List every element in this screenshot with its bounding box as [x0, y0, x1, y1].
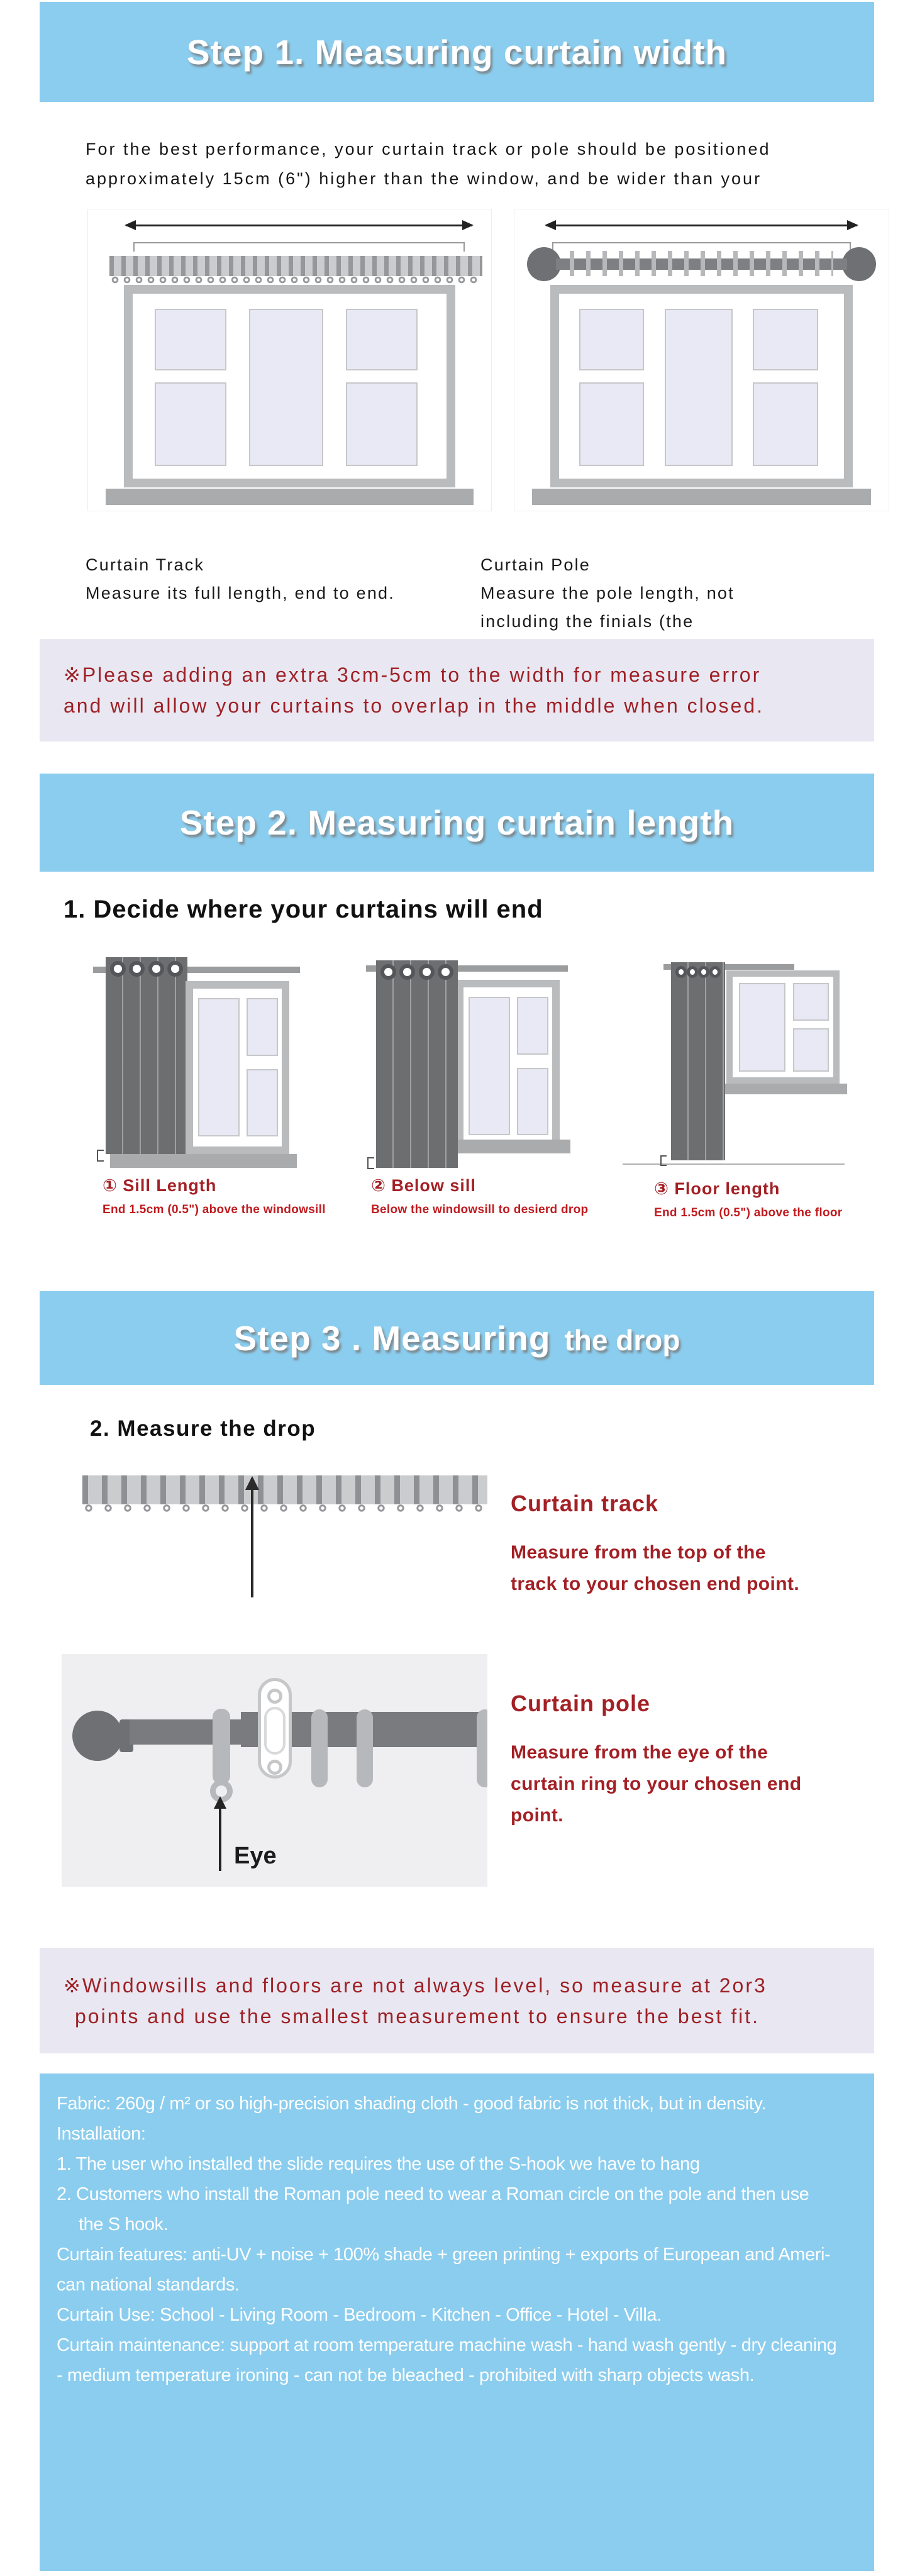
- window-pane: [247, 998, 279, 1056]
- step1-title: Step 1. Measuring curtain width: [186, 32, 728, 72]
- curtain-track-rings: [82, 1504, 487, 1514]
- window-pane: [155, 309, 226, 370]
- window-pane: [793, 983, 829, 1021]
- window-pane: [346, 382, 418, 466]
- window-pane: [793, 1028, 829, 1072]
- window: [456, 980, 560, 1153]
- pole-instructions-title: Curtain pole: [511, 1690, 651, 1716]
- windowsill: [532, 489, 871, 505]
- up-arrow-icon: [251, 1478, 253, 1597]
- grommet-icon: [167, 961, 183, 977]
- pole-caption: [480, 551, 735, 636]
- grommet-row: [110, 961, 183, 977]
- below-sill-diagram: [333, 937, 623, 1226]
- curtain-ring: [311, 1709, 328, 1787]
- grommet-icon: [675, 966, 687, 978]
- window-pane: [517, 997, 549, 1055]
- info-line: the S hook.: [79, 2214, 169, 2235]
- grommet-icon: [698, 966, 709, 978]
- curtain-pole-rings: [570, 251, 833, 276]
- info-line: Installation:: [57, 2124, 146, 2144]
- option-desc: End 1.5cm (0.5") above the floor: [654, 1206, 843, 1219]
- step1-intro-line2: approximately 15cm (6") higher than the window, and be wider than your: [86, 169, 762, 188]
- track-caption-line: Measure its full length, end to end.: [86, 584, 395, 602]
- note-line: ※Windowsills and floors are not always level, so measure at 2or3: [64, 1974, 767, 1997]
- curtain-ring: [213, 1709, 230, 1784]
- window: [550, 285, 853, 487]
- step3-title-main: Step 3 . Measuring: [233, 1318, 551, 1358]
- window-pane: [579, 382, 645, 466]
- curtain: [106, 957, 187, 1154]
- option-label: ① Sill Length: [103, 1176, 217, 1195]
- step1-captions: [86, 551, 878, 636]
- floor-length-diagram: [623, 937, 887, 1226]
- curtain-track-bar: [109, 256, 482, 276]
- grommet-icon: [709, 966, 721, 978]
- window-pane: [579, 309, 645, 370]
- width-arrow-icon: [126, 225, 472, 226]
- curtain-track-rings: [109, 276, 482, 285]
- track-caption-title: Curtain Track: [86, 555, 205, 574]
- track-caption: [86, 551, 480, 636]
- step2-title: Step 2. Measuring curtain length: [179, 803, 735, 842]
- track-instructions-title: Curtain track: [511, 1491, 659, 1516]
- info-line: Fabric: 260g / m² or so high-precision shading cloth - good fabric is not thick, but in density.: [57, 2094, 767, 2114]
- window-pane: [753, 309, 818, 370]
- grommet-row: [380, 964, 453, 980]
- curtain-track-diagram: [87, 209, 492, 511]
- track-instructions-line: track to your chosen end point.: [511, 1574, 800, 1594]
- measure-mark: [660, 1155, 667, 1166]
- grommet-icon: [129, 961, 145, 977]
- window-pane: [249, 309, 324, 467]
- step1-banner: [40, 2, 874, 102]
- windowsill: [106, 489, 474, 505]
- option-label: ③ Floor length: [654, 1179, 780, 1198]
- window: [726, 970, 840, 1084]
- grommet-icon: [399, 964, 415, 980]
- note-line: and will allow your curtains to overlap in the middle when closed.: [64, 694, 765, 717]
- option-desc: Below the windowsill to desierd drop: [371, 1203, 589, 1216]
- step1-intro-line1: For the best performance, your curtain track or pole should be positioned: [86, 140, 771, 158]
- window: [186, 981, 289, 1154]
- option-caption: [371, 1176, 588, 1217]
- step3-banner: [40, 1291, 874, 1385]
- curtain: [376, 960, 458, 1168]
- grommet-icon: [419, 964, 435, 980]
- curtain: [671, 962, 725, 1160]
- pole-instructions-line: Measure from the eye of the: [511, 1742, 769, 1763]
- step2-heading: 1. Decide where your curtains will end: [64, 896, 543, 923]
- step3-heading: 2. Measure the drop: [90, 1416, 316, 1441]
- grommet-icon: [687, 966, 698, 978]
- measure-mark: [97, 1150, 104, 1162]
- sill-length-diagram: [49, 937, 333, 1226]
- curtain-pole-diagram: [514, 209, 889, 511]
- width-note-box: [40, 639, 874, 741]
- bracket-screw-icon: [267, 1689, 282, 1704]
- option-caption: [654, 1179, 842, 1220]
- width-arrow-icon: [546, 225, 857, 226]
- info-line: - medium temperature ironing - can not be bleached - prohibited with sharp objects wash.: [57, 2365, 755, 2385]
- pole-instructions-line: curtain ring to your chosen end: [511, 1774, 802, 1794]
- note-line: points and use the smallest measurement to ensure the best fit.: [75, 2005, 760, 2028]
- window-pane: [155, 382, 226, 466]
- info-line: Curtain features: anti-UV + noise + 100% shade + green printing + exports of European and Ameri-: [57, 2245, 831, 2265]
- pole-caption-line: including the finials (the: [480, 612, 694, 631]
- option-caption: [103, 1176, 326, 1217]
- note-line: ※Please adding an extra 3cm-5cm to the width for measure error: [64, 663, 762, 686]
- track-instructions: [511, 1491, 799, 1600]
- info-line: 2. Customers who install the Roman pole need to wear a Roman circle on the pole and then use: [57, 2184, 809, 2204]
- info-line: Curtain Use: School - Living Room - Bedroom - Kitchen - Office - Hotel - Villa.: [57, 2305, 662, 2325]
- bracket-screw-icon: [267, 1760, 282, 1775]
- bracket-slot: [264, 1707, 286, 1755]
- window: [124, 285, 455, 487]
- curtain-ring: [357, 1709, 373, 1787]
- pole-caption-title: Curtain Pole: [480, 555, 591, 574]
- curtain-pole-illustration: [62, 1654, 487, 1887]
- dimension-bracket: [552, 242, 851, 252]
- pole-finial: [842, 247, 876, 281]
- step1-intro: [86, 135, 770, 194]
- info-line: 1. The user who installed the slide requires the use of the S-hook we have to hang: [57, 2154, 700, 2174]
- step3-title: [234, 1318, 680, 1358]
- info-line: can national standards.: [57, 2275, 240, 2295]
- level-note-box: [40, 1948, 874, 2053]
- floor-line: [623, 1163, 845, 1165]
- pole-finial: [72, 1711, 123, 1761]
- track-instructions-line: Measure from the top of the: [511, 1542, 766, 1563]
- pole-instructions-line: point.: [511, 1805, 564, 1826]
- grommet-icon: [110, 961, 126, 977]
- curtain-track-bar: [82, 1475, 487, 1504]
- window-pane: [247, 1069, 279, 1136]
- option-desc: End 1.5cm (0.5") above the windowsill: [103, 1203, 326, 1216]
- window-pane: [517, 1068, 549, 1135]
- grommet-icon: [380, 964, 396, 980]
- window-pane: [198, 998, 240, 1136]
- measure-mark: [367, 1157, 374, 1169]
- grommet-row: [675, 966, 721, 978]
- eye-label: Eye: [234, 1843, 277, 1869]
- window-pane: [665, 309, 733, 467]
- product-info-section: [40, 2074, 874, 2571]
- option-label: ② Below sill: [371, 1176, 476, 1195]
- step2-banner: [40, 774, 874, 872]
- window-pane: [739, 983, 785, 1072]
- pole-caption-line: Measure the pole length, not: [480, 584, 735, 602]
- eye-arrow-icon: [219, 1808, 221, 1871]
- grommet-icon: [148, 961, 164, 977]
- curtain-track-illustration: [82, 1475, 487, 1609]
- curtain-ring: [477, 1709, 487, 1787]
- dimension-bracket: [133, 242, 465, 252]
- window-pane: [753, 382, 818, 466]
- info-line: Curtain maintenance: support at room temperature machine wash - hand wash gently - dry cleaning: [57, 2335, 837, 2355]
- step3-title-sub: the drop: [564, 1323, 680, 1357]
- window-pane: [346, 309, 418, 370]
- windowsill: [110, 1154, 297, 1168]
- pole-instructions: [511, 1690, 801, 1831]
- grommet-icon: [438, 964, 453, 980]
- window-pane: [469, 997, 510, 1135]
